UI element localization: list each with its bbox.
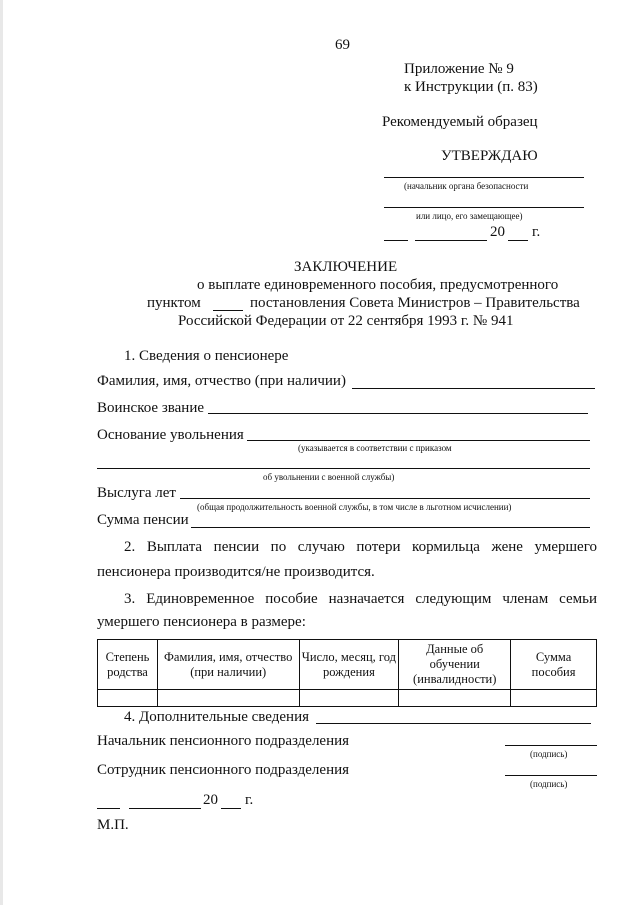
table-header-row — [98, 640, 597, 690]
footer-year-prefix: 20 — [203, 792, 218, 808]
section-3-line-1: 3. Единовременное пособие назначается следующим членам семьи — [124, 591, 597, 607]
additional-info-field[interactable] — [316, 723, 591, 724]
benefit-table — [97, 639, 597, 707]
table-row — [98, 690, 597, 707]
table-cell-fio[interactable] — [157, 690, 299, 707]
head-signature-hint: (подпись) — [530, 749, 568, 759]
heading-line-1: о выплате единовременного пособия, предусмотренного — [197, 277, 559, 293]
rank-label: Воинское звание — [97, 400, 205, 416]
head-signature-label: Начальник пенсионного подразделения — [97, 733, 350, 749]
scan-edge — [0, 0, 3, 905]
fio-field[interactable] — [352, 388, 595, 389]
clause-number-line[interactable] — [213, 310, 243, 311]
dismissal-hint-2: об увольнении с военной службы) — [263, 472, 395, 482]
appendix-line-1: Приложение № 9 — [404, 61, 514, 77]
dismissal-field[interactable] — [247, 440, 590, 441]
table-cell-relation[interactable] — [98, 690, 158, 707]
col-header-birthdate: Число, месяц, год рождения — [299, 640, 399, 690]
approver-substitute-line[interactable] — [384, 207, 584, 208]
footer-month-line[interactable] — [129, 808, 201, 809]
col-header-fio: Фамилия, имя, отчество (при наличии) — [157, 640, 299, 690]
dismissal-field-2[interactable] — [97, 468, 590, 469]
staff-signature-label: Сотрудник пенсионного подразделения — [97, 762, 350, 778]
col-header-relation: Степень родства — [98, 640, 158, 690]
table-cell-education[interactable] — [399, 690, 511, 707]
approver-hint-1: (начальник органа безопасности — [404, 181, 529, 191]
page-number: 69 — [335, 37, 350, 53]
section-4-label: 4. Дополнительные сведения — [124, 709, 310, 725]
approve-year-prefix: 20 — [490, 224, 505, 240]
section-1-title: 1. Сведения о пенсионере — [124, 348, 289, 364]
footer-year-suffix: г. — [245, 792, 254, 808]
pension-label: Сумма пенсии — [97, 512, 189, 528]
col-header-education: Данные об обучении (инвалидности) — [399, 640, 511, 690]
section-2-line-2: пенсионера производится/не производится. — [97, 564, 375, 580]
appendix-line-2: к Инструкции (п. 83) — [404, 79, 538, 95]
staff-signature-field[interactable] — [505, 775, 597, 776]
rank-field[interactable] — [208, 413, 588, 414]
approve-month-line[interactable] — [415, 240, 487, 241]
heading-line-2-start: пунктом — [147, 295, 201, 311]
stamp-place: М.П. — [97, 817, 129, 833]
dismissal-hint-1: (указывается в соответствии с приказом — [298, 443, 452, 453]
service-label: Выслуга лет — [97, 485, 176, 501]
service-hint: (общая продолжительность военной службы, в том числе в льготном исчислении) — [197, 502, 512, 512]
table-cell-amount[interactable] — [511, 690, 597, 707]
approve-day-line[interactable] — [384, 240, 408, 241]
approve-year-suffix: г. — [532, 224, 541, 240]
fio-label: Фамилия, имя, отчество (при наличии) — [97, 373, 346, 389]
document-title: ЗАКЛЮЧЕНИЕ — [294, 259, 398, 275]
head-signature-field[interactable] — [505, 745, 597, 746]
approver-name-line[interactable] — [384, 177, 584, 178]
table-cell-birthdate[interactable] — [299, 690, 399, 707]
staff-signature-hint: (подпись) — [530, 779, 568, 789]
approve-year-line[interactable] — [508, 240, 528, 241]
pension-field[interactable] — [191, 527, 590, 528]
dismissal-label: Основание увольнения — [97, 427, 244, 443]
section-2-line-1: 2. Выплата пенсии по случаю потери кормильца жене умершего — [124, 539, 597, 555]
footer-day-line[interactable] — [97, 808, 120, 809]
col-header-amount: Сумма пособия — [511, 640, 597, 690]
section-3-line-2: умершего пенсионера в размере: — [97, 614, 306, 630]
heading-line-2-end: постановления Совета Министров – Правительства — [250, 295, 580, 311]
service-field[interactable] — [180, 498, 590, 499]
approver-hint-2: или лицо, его замещающее) — [416, 211, 523, 221]
recommended-sample: Рекомендуемый образец — [382, 114, 538, 130]
footer-year-line[interactable] — [221, 808, 241, 809]
approve-title: УТВЕРЖДАЮ — [441, 148, 538, 164]
heading-line-3: Российской Федерации от 22 сентября 1993 г. № 941 — [178, 313, 514, 329]
